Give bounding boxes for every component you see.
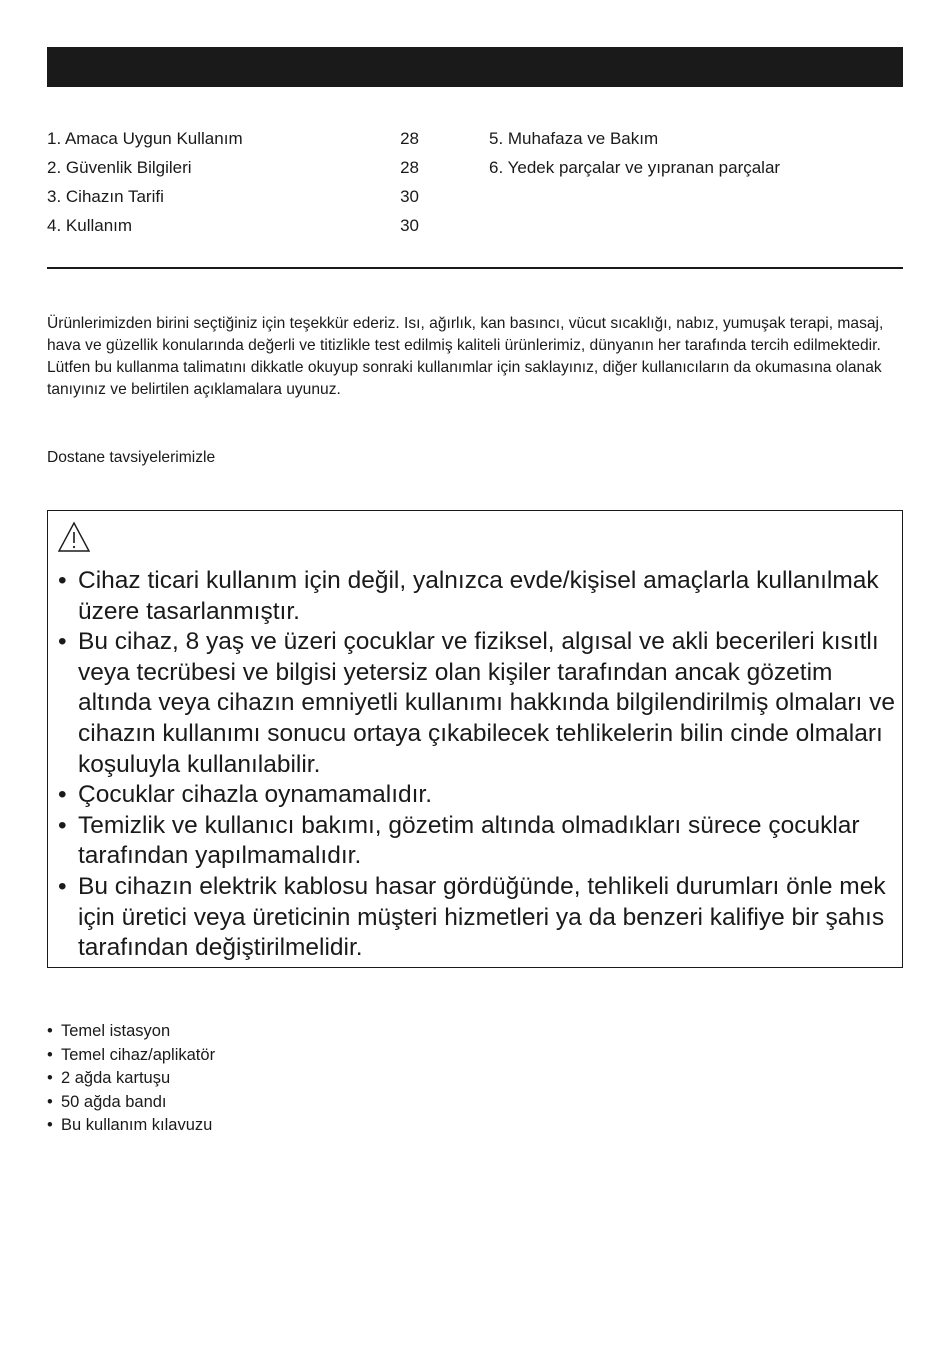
package-contents-list: [47, 1020, 215, 1138]
toc-item-page: 28: [400, 158, 419, 177]
section-divider: [47, 267, 903, 269]
toc-item-page: 30: [400, 216, 419, 235]
warning-box: [47, 510, 903, 968]
greeting: Dostane tavsiyelerimizle: [47, 449, 216, 466]
toc-item-label: 2. Güvenlik Bilgileri: [47, 158, 192, 177]
warning-item: • Çocuklar cihazla oynamamalıdır.: [58, 780, 898, 811]
list-item: • 50 ağda bandı: [47, 1091, 215, 1115]
intro-paragraph: Lütfen bu kullanma talimatını dikkatle okuyup sonraki kullanımlar için saklayınız, diğer kullanıcıların da okumasına olanak tanıyınız ve belirtilen açıklamalara uyunuz.: [47, 359, 882, 398]
toc-item[interactable]: [47, 211, 419, 240]
toc-item-label: 6. Yedek parçalar ve yıpranan parçalar: [489, 158, 781, 177]
toc-item-label: 1. Amaca Uygun Kullanım: [47, 129, 243, 148]
warning-item: • Cihaz ticari kullanım için değil, yalnızca evde/kişisel amaçlarla kullanılmak üzere tasarlanmıştır.: [58, 566, 898, 627]
toc-item[interactable]: [47, 153, 419, 182]
warning-triangle-icon: [58, 521, 90, 553]
intro-text: [47, 313, 907, 401]
toc-item-label: 4. Kullanım: [47, 216, 133, 235]
list-item: • 2 ağda kartuşu: [47, 1067, 215, 1091]
warning-item: • Temizlik ve kullanıcı bakımı, gözetim altında olmadıkları sürece çocuklar tarafından yapılmamalıdır.: [58, 811, 898, 872]
list-item: • Temel cihaz/aplikatör: [47, 1044, 215, 1068]
list-item: • Temel istasyon: [47, 1020, 215, 1044]
warning-item: • Bu cihazın elektrik kablosu hasar gördüğünde, tehlikeli durumları önle mek için üretici veya üreticinin müşteri hizmetleri ya da benzeri kalifiye bir şahıs tarafından değiştirilmelidir.: [58, 872, 898, 964]
warning-item: • Bu cihaz, 8 yaş ve üzeri çocuklar ve fiziksel, algısal ve akli becerileri kısıtlı veya tecrübesi ve bilgisi yetersiz olan kişiler tarafından ancak gözetim altında veya cihazın emniyetli kullanımı hakkında bilgilendirilmiş olmaları ve cihazın kullanımı sonucu ortaya çıkabilecek tehlikelerin bilin cinde olmaları koşuluyla kullanılabilir.: [58, 627, 898, 780]
toc-item-label: 3. Cihazın Tarifi: [47, 187, 164, 206]
list-item: • Bu kullanım kılavuzu: [47, 1114, 215, 1138]
toc-item[interactable]: [47, 182, 419, 211]
warning-list: [58, 566, 898, 964]
toc-item-label: 5. Muhafaza ve Bakım: [489, 129, 659, 148]
toc-item-page: 30: [400, 187, 419, 206]
toc-item[interactable]: [489, 124, 903, 153]
toc-item-page: 28: [400, 129, 419, 148]
intro-paragraph: Ürünlerimizden birini seçtiğiniz için teşekkür ederiz. Isı, ağırlık, kan basıncı, vücut sıcaklığı, nabız, yumuşak terapi, masaj, hava ve güzellik konularında değerli ve titizlikle test edilmiş kaliteli ürünlerimiz, dünyanın her tarafında tercih edilmektedir.: [47, 315, 884, 354]
toc-item[interactable]: [47, 124, 419, 153]
toc-item[interactable]: [489, 153, 903, 182]
header-bar: [47, 47, 903, 87]
